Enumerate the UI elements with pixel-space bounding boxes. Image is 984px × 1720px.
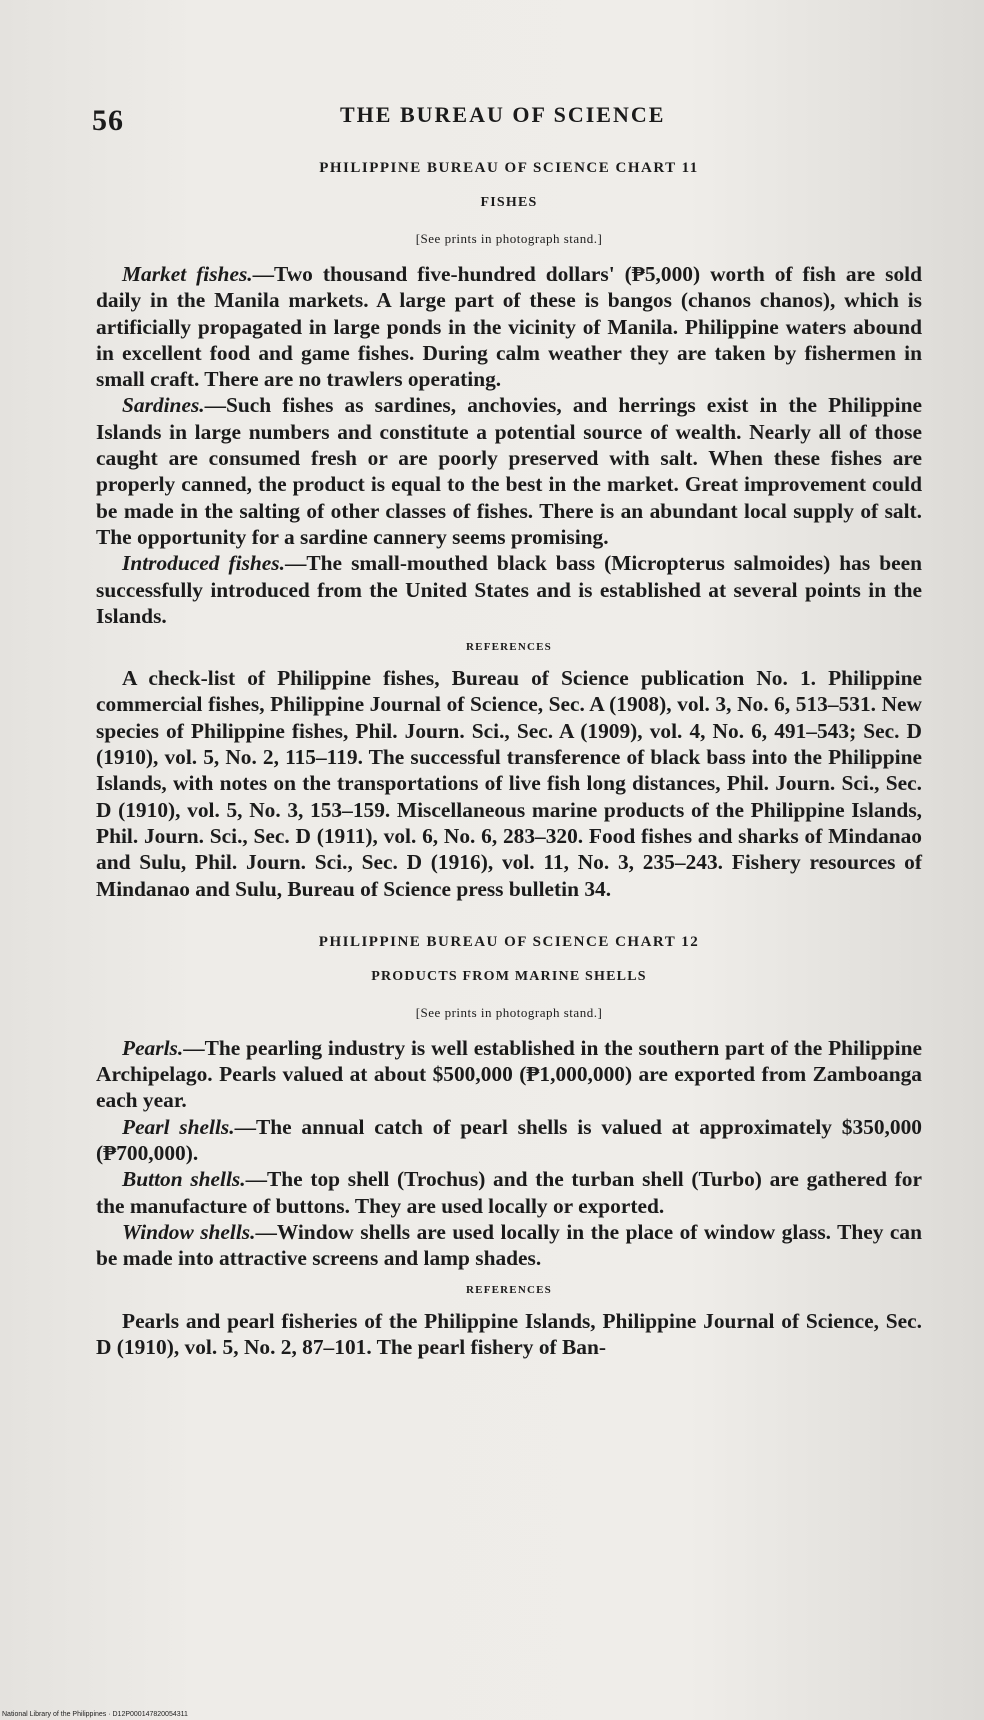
- pearl-shells-paragraph: [96, 1114, 922, 1167]
- window-shells-lead: Window shells.: [122, 1219, 256, 1244]
- chart-12-references-heading: REFERENCES: [466, 1283, 552, 1296]
- introduced-fishes-lead: Introduced fishes.: [122, 551, 285, 576]
- introduced-fishes-paragraph: [96, 550, 922, 629]
- pearl-shells-text: —The annual catch of pearl shells is valued at approximately $350,000 (₱700,000).: [96, 1114, 922, 1166]
- button-shells-text: —The top shell (Trochus) and the turban shell (Turbo) are gathered for the manufacture of buttons. They are used locally or exported.: [96, 1167, 922, 1218]
- pearl-shells-lead: Pearl shells.: [122, 1114, 235, 1139]
- window-shells-paragraph: [96, 1219, 922, 1272]
- market-fishes-text: —Two thousand five-hundred dollars' (₱5,000) worth of fish are sold daily in the Manila markets. A large part of these is bangos (chanos chanos), which is artificially propagated in large ponds in the vicinity of Manila. Philippine waters abound in excellent food and game fishes. During calm weather they are taken by fishermen in small craft. There are no trawlers operating.: [96, 262, 922, 392]
- scan-footer: National Library of the Philippines · D12P000147820054311: [2, 1711, 188, 1718]
- chart-12-references: Pearls and pearl fisheries of the Philippine Islands, Philippine Journal of Science, Sec. D (1910), vol. 5, No. 2, 87–101. The pearl fishery of Ban-: [96, 1308, 922, 1359]
- window-shells-text: —Window shells are used locally in the place of window glass. They can be made into attractive screens and lamp shades.: [96, 1219, 922, 1271]
- chart-12-heading: PHILIPPINE BUREAU OF SCIENCE CHART 12: [318, 933, 700, 950]
- button-shells-lead: Button shells.: [122, 1167, 246, 1192]
- running-title: THE BUREAU OF SCIENCE: [340, 102, 666, 127]
- sardines-lead: Sardines.: [122, 393, 205, 418]
- chart-11-references-heading: REFERENCES: [466, 641, 552, 654]
- market-fishes-paragraph: [96, 261, 922, 392]
- pearls-paragraph: [96, 1035, 922, 1114]
- market-fishes-lead: Market fishes.: [122, 262, 253, 286]
- page-body: [96, 160, 922, 1360]
- introduced-fishes-text: —The small-mouthed black bass (Micropterus salmoides) has been successfully introduced from the United States and is established at several points in the Islands.: [96, 551, 923, 628]
- chart-11-references: A check-list of Philippine fishes, Bureau of Science publication No. 1. Philippine commercial fishes, Philippine Journal of Science, Sec. A (1908), vol. 3, No. 6, 513–531. New species of Philippine fishes, Phil. Journ. Sci., Sec. A (1909), vol. 4, No. 6, 491–543; Sec. D (1910), vol. 5, No. 2, 115–119. The successful transference of black bass into the Philippine Islands, with notes on the transportations of live fish long distances, Phil. Journ. Sci., Sec. D (1910), vol. 5, No. 3, 153–159. Miscellaneous marine products of the Philippine Islands, Phil. Journ. Sci., Sec. D (1911), vol. 6, No. 6, 283–320. Food fishes and sharks of Mindanao and Sulu, Phil. Journ. Sci., Sec. D (1916), vol. 11, No. 3, 235–243. Fishery resources of Mindanao and Sulu, Bureau of Science press bulletin 34.: [96, 666, 922, 901]
- pearls-text: —The pearling industry is well established in the southern part of the Philippine Archipelago. Pearls valued at about $500,000 (₱1,000,000) are exported from Zamboanga each year.: [96, 1035, 922, 1113]
- chart-12-subject: PRODUCTS FROM MARINE SHELLS: [371, 968, 647, 984]
- chart-11-subject: FISHES: [480, 195, 538, 210]
- button-shells-paragraph: [96, 1166, 922, 1219]
- chart-11-heading: PHILIPPINE BUREAU OF SCIENCE CHART 11: [319, 160, 699, 176]
- pearls-lead: Pearls.: [122, 1035, 184, 1060]
- sardines-paragraph: [96, 392, 922, 550]
- chart-11-note: [See prints in photograph stand.]: [415, 231, 603, 246]
- sardines-text: —Such fishes as sardines, anchovies, and herrings exist in the Philippine Islands in large numbers and constitute a potential source of wealth. Nearly all of those caught are consumed fresh or are poorly preserved with salt. When these fishes are properly canned, the product is equal to the best in the market. Great improvement could be made in the salting of other classes of fishes. There is an abundant local supply of salt. The opportunity for a sardine cannery seems promising.: [96, 393, 922, 549]
- page-number: 56: [92, 104, 124, 137]
- chart-12-note: [See prints in photograph stand.]: [415, 1004, 603, 1020]
